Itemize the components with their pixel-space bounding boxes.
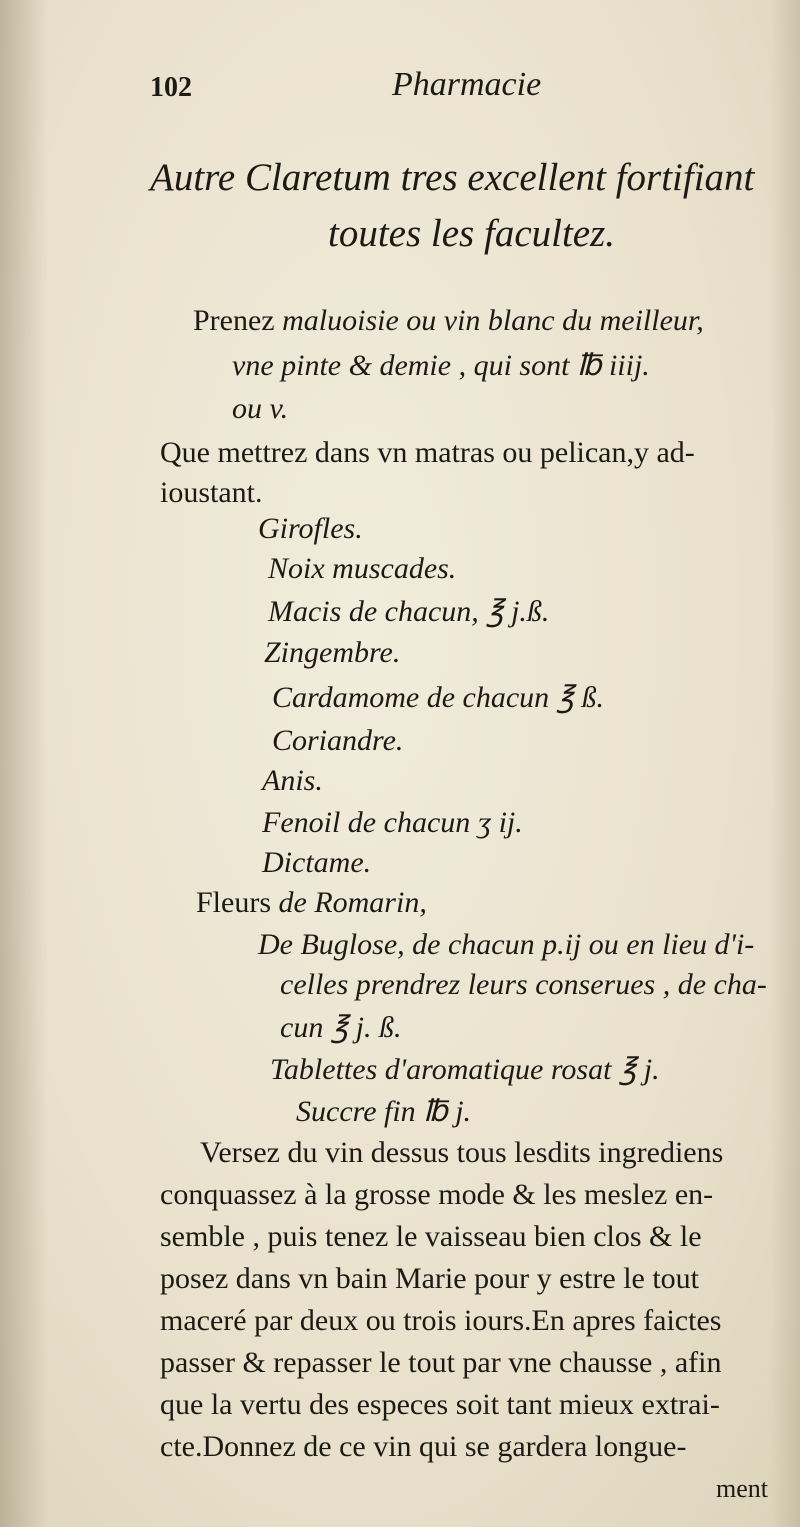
prenez-text: maluoisie ou vin blanc du meilleur, bbox=[282, 304, 704, 337]
page-number: 102 bbox=[150, 72, 192, 103]
page-header bbox=[150, 66, 750, 112]
buglose-line-3: cun ℥ j. ß. bbox=[280, 1011, 402, 1044]
fleurs-line bbox=[196, 886, 427, 920]
prenez-lead: Prenez bbox=[193, 304, 275, 337]
que-line-2: ioustant. bbox=[160, 476, 263, 509]
buglose-line-2: celles prendrez leurs conserues , de cha- bbox=[280, 968, 767, 1001]
ingredient-item: Noix muscades. bbox=[268, 552, 457, 585]
fleurs-lead: Fleurs bbox=[196, 886, 271, 919]
gutter-shadow bbox=[0, 0, 48, 1527]
title-line-1: Autre Claretum tres excellent fortifiant bbox=[150, 156, 755, 199]
que-line-1: Que mettrez dans vn matras ou pelican,y ad- bbox=[160, 436, 695, 469]
dictame-line: Dictame. bbox=[262, 846, 372, 879]
body-line: que la vertu des especes soit tant mieux extrai- bbox=[160, 1388, 720, 1421]
ingredient-item: Anis. bbox=[262, 764, 323, 797]
prenez-line-1 bbox=[193, 304, 704, 338]
buglose-line-1: De Buglose, de chacun p.ij ou en lieu d'i- bbox=[258, 928, 755, 961]
catchword: ment bbox=[716, 1474, 768, 1503]
ingredient-item: Coriandre. bbox=[272, 724, 404, 757]
prenez-line-2: vne pinte & demie , qui sont ℔ iiij. bbox=[232, 349, 650, 382]
ingredient-item: Macis de chacun, ℥ j.ß. bbox=[268, 595, 550, 628]
tablettes-line: Tablettes d'aromatique rosat ℥ j. bbox=[270, 1053, 660, 1086]
body-line: semble , puis tenez le vaisseau bien clos & le bbox=[160, 1220, 702, 1253]
body-line: Versez du vin dessus tous lesdits ingrediens bbox=[200, 1136, 724, 1169]
body-line: cte.Donnez de ce vin qui se gardera longue- bbox=[160, 1430, 687, 1463]
sucre-line: Succre fin ℔ j. bbox=[296, 1095, 472, 1128]
ingredient-item: Fenoil de chacun ʒ ij. bbox=[262, 806, 523, 839]
ingredient-item: Cardamome de chacun ℥ ß. bbox=[272, 681, 604, 714]
title-line-2: toutes les facultez. bbox=[328, 212, 616, 255]
prenez-line-3: ou v. bbox=[232, 392, 289, 425]
body-line: passer & repasser le tout par vne chausse , afin bbox=[160, 1346, 722, 1379]
ingredient-item: Girofles. bbox=[258, 512, 363, 545]
body-line: conquassez à la grosse mode & les meslez en- bbox=[160, 1178, 714, 1211]
fleurs-text: de Romarin, bbox=[278, 886, 427, 919]
ingredient-item: Zingembre. bbox=[264, 636, 401, 669]
body-line: maceré par deux ou trois iours.En apres faictes bbox=[160, 1304, 722, 1337]
recipe-title bbox=[150, 150, 790, 262]
running-head: Pharmacie bbox=[392, 66, 542, 103]
body-line: posez dans vn bain Marie pour y estre le tout bbox=[160, 1262, 700, 1295]
